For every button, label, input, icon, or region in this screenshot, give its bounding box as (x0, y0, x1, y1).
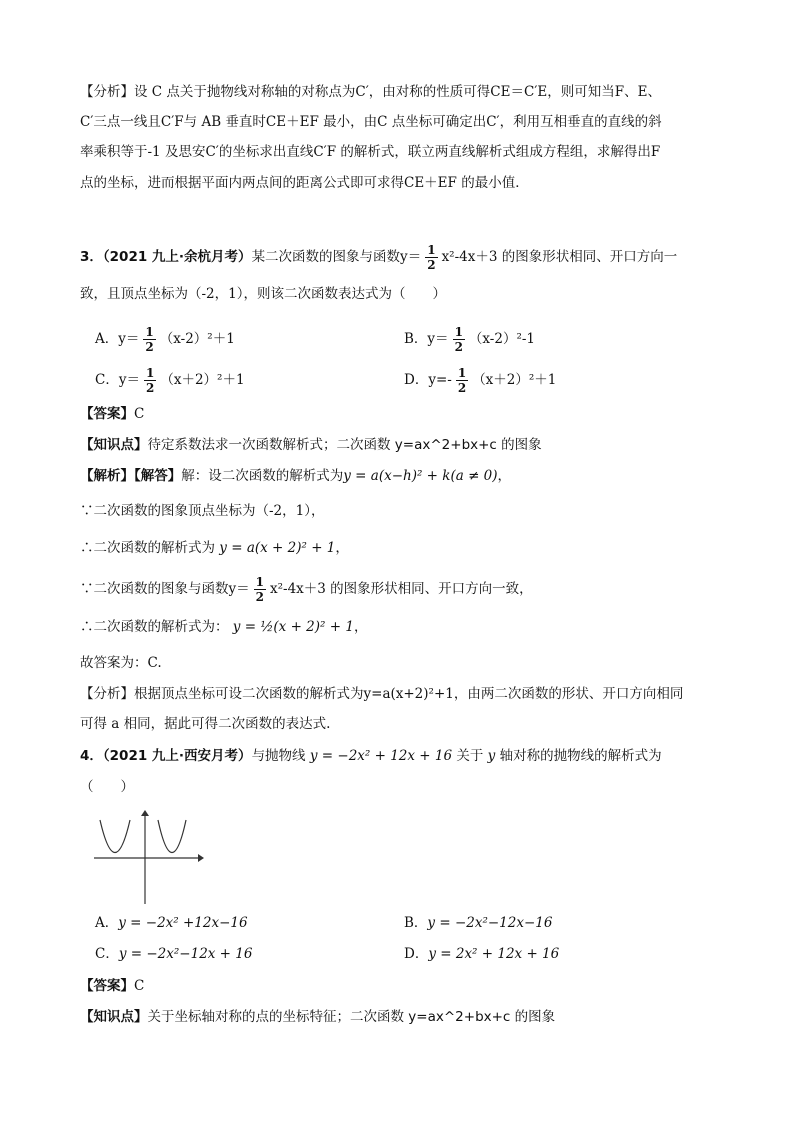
q3-solution-line-4: ∵二次函数的图象与函数y＝ $\frac{1}{2}$ x²-4x＋3 的图象形状相同、开口方向一致， (80, 575, 533, 604)
y-axis-arrow (141, 810, 149, 816)
q4-option-c[interactable]: C．y = −2x²−12x + 16 (95, 946, 253, 962)
q3-knowledge-point: 【知识点】待定系数法求一次函数解析式；二次函数 y=ax^2+bx+c 的图象 (80, 437, 542, 453)
right-parabola (158, 820, 186, 853)
q3-solution-line-2: ∵二次函数的图象顶点坐标为（-2，1）， (80, 503, 325, 519)
analysis-line-2: C′三点一线且C′F与 AB 垂直时CE＋EF 最小，由C 点坐标可确定出C′，利用互相垂直的直线的斜 (80, 114, 662, 130)
q3-solution-line-1: 【解析】【解答】解：设二次函数的解析式为y = a(x−h)² + k(a ≠ 0)， (80, 468, 512, 484)
q3-source: （2021 九上·余杭月考） (102, 249, 252, 265)
q3-option-a[interactable]: A．y＝ $\frac{1}{2}$ （x-2）²＋1 (95, 325, 235, 354)
analysis-line-3: 率乘积等于-1 及思安C′的坐标求出直线C′F 的解析式，联立两直线解析式组成方程组，求解得出F (80, 144, 661, 160)
x-axis-arrow (198, 854, 204, 862)
q3-number: 3． (80, 249, 103, 265)
q4-stem-line-2: （ ） (80, 779, 134, 795)
q3-stem-line-2: 致，且顶点坐标为（-2，1），则该二次函数表达式为（ ） (80, 286, 446, 302)
left-parabola (100, 820, 130, 853)
q3-solution-line-3: ∴二次函数的解析式为 y = a(x + 2)² + 1， (80, 540, 349, 556)
q3-option-b[interactable]: B．y＝ $\frac{1}{2}$ （x-2）²-1 (404, 325, 536, 354)
q4-option-b[interactable]: B．y = −2x²−12x−16 (404, 915, 553, 931)
q4-knowledge-point: 【知识点】关于坐标轴对称的点的坐标特征；二次函数 y=ax^2+bx+c 的图象 (80, 1009, 556, 1025)
q3-solution-line-6: 故答案为：C. (80, 655, 162, 671)
q4-option-a[interactable]: A．y = −2x² +12x−16 (95, 915, 248, 931)
q3-solution-line-5: ∴二次函数的解析式为： y = ½(x + 2)² + 1， (80, 619, 368, 635)
q4-stem-line-1: 4．（2021 九上·西安月考）与抛物线 y = −2x² + 12x + 16 关于 y 轴对称的抛物线的解析式为 (80, 748, 662, 764)
q3-answer: 【答案】C (80, 406, 145, 422)
q3-option-c[interactable]: C．y＝ $\frac{1}{2}$ （x＋2）²＋1 (95, 366, 245, 395)
q3-analysis-line-2: 可得 a 相同，据此可得二次函数的表达式. (80, 716, 331, 732)
q3-option-d[interactable]: D．y=- $\frac{1}{2}$ （x＋2）²＋1 (404, 366, 557, 395)
q3-fraction: $\frac{1}{2}$ (427, 243, 436, 272)
q4-answer: 【答案】C (80, 978, 145, 994)
q4-parabola-figure (92, 810, 204, 905)
q3-stem-line-1 (80, 243, 677, 272)
q3-stem-a: 某二次函数的图象与函数y＝ (251, 249, 422, 265)
q3-stem-b: x²-4x＋3 的图象形状相同、开口方向一 (441, 249, 678, 265)
q4-option-d[interactable]: D．y = 2x² + 12x + 16 (404, 946, 560, 962)
analysis-line-4: 点的坐标，进而根据平面内两点间的距离公式即可求得CE＋EF 的最小值． (80, 175, 529, 191)
q3-analysis-line-1: 【分析】根据顶点坐标可设二次函数的解析式为y=a(x+2)²+1，由两二次函数的形状、开口方向相同 (80, 686, 684, 702)
analysis-line-1: 【分析】设 C 点关于抛物线对称轴的对称点为C′，由对称的性质可得CE＝C′E，则可知当F、E、 (80, 84, 661, 100)
